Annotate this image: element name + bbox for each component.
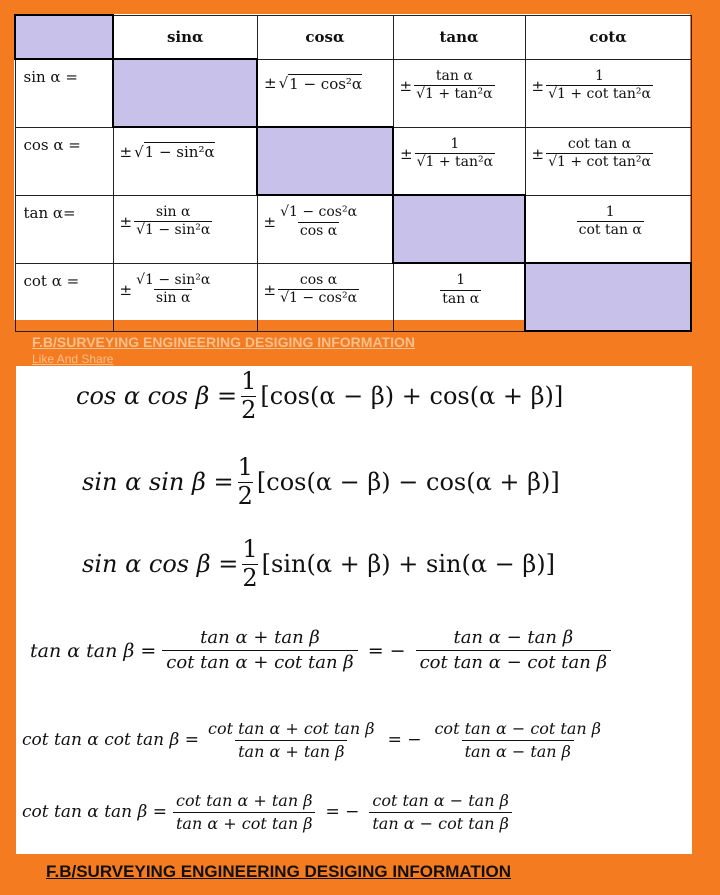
formula-lhs: sin α sin β = xyxy=(82,468,234,497)
formula-lhs: sin α cos β = xyxy=(82,550,239,579)
cell-expression xyxy=(264,74,391,93)
radical-icon: √ xyxy=(134,142,144,161)
fraction-numerator: cot tan α − tan β xyxy=(372,791,509,810)
trig-conversion-table-container xyxy=(14,14,690,320)
cell-expression xyxy=(264,272,391,308)
watermark-like-share: Like And Share xyxy=(32,352,114,366)
formula-tan-tan xyxy=(30,626,617,676)
fraction xyxy=(134,204,212,240)
watermark-title: F.B/SURVEYING ENGINEERING DESIGING INFORMATION xyxy=(32,334,415,350)
formula-sin-cos xyxy=(82,536,555,592)
fraction-denominator: tan α + cot tan β xyxy=(173,812,315,835)
fraction-denominator: cot tan α + cot tan β xyxy=(162,650,357,675)
table-cell xyxy=(393,59,525,127)
table-row-tan xyxy=(15,195,691,263)
fraction-numerator: 1 xyxy=(605,203,615,220)
fraction xyxy=(414,68,495,104)
fraction-numerator: cot tan α + cot tan β xyxy=(207,719,375,738)
row-label: tan α= xyxy=(23,203,76,222)
fraction-numerator: cot tan α − cot tan β xyxy=(434,719,602,738)
fraction-right xyxy=(416,626,611,676)
fraction-numerator: cot tan α xyxy=(567,135,632,152)
formula-lhs: cot tan α tan β = xyxy=(22,802,167,823)
row-label-cell xyxy=(15,263,113,331)
fraction-denominator: cot tan α xyxy=(578,222,642,238)
fraction-numerator: cos α xyxy=(299,271,338,288)
fraction-denominator: √1 + cot tan²α xyxy=(548,86,651,102)
half-fraction xyxy=(242,536,257,592)
fraction-denominator: 2 xyxy=(242,563,258,592)
product-to-sum-formulas xyxy=(16,366,692,854)
fraction-numerator: 1 xyxy=(237,453,253,481)
diagonal-empty-cell xyxy=(257,127,393,195)
row-label: sin α = xyxy=(23,68,78,86)
fraction-numerator: 1 xyxy=(241,367,257,395)
fraction-right xyxy=(369,790,511,834)
fraction-denominator: tan α − cot tan β xyxy=(369,812,511,835)
fraction-denominator: tan α − tan β xyxy=(462,740,574,763)
fraction-denominator: √1 + cot tan²α xyxy=(548,154,651,170)
fraction-denominator: 2 xyxy=(237,481,253,510)
row-label-cell xyxy=(15,59,113,127)
fraction-denominator: √1 + tan²α xyxy=(416,154,494,170)
formula-cot-cot xyxy=(22,718,610,762)
fraction-numerator: 1 xyxy=(450,135,460,152)
fraction-denominator: tan α + tan β xyxy=(235,740,347,763)
cell-expression xyxy=(400,272,523,308)
plus-minus-sign: ± xyxy=(119,280,133,299)
table-cell xyxy=(393,127,525,195)
cell-expression xyxy=(400,68,523,104)
plus-minus-sign: ± xyxy=(399,76,413,95)
table-header-row xyxy=(15,15,691,59)
fraction-numerator: tan α xyxy=(435,67,473,84)
fraction xyxy=(415,136,496,172)
cell-expression xyxy=(120,272,255,308)
corner-cell xyxy=(15,15,113,59)
fraction xyxy=(546,68,653,104)
table-cell xyxy=(525,195,691,263)
row-label: cos α = xyxy=(23,135,81,154)
equals-minus: = − xyxy=(325,802,360,823)
fraction-numerator: cot tan α + tan β xyxy=(176,791,313,810)
fraction-numerator: tan α − tan β xyxy=(453,627,574,648)
radical-icon: √ xyxy=(278,74,289,92)
fraction xyxy=(278,272,359,308)
table-cell xyxy=(525,59,691,127)
formula-cos-cos xyxy=(76,368,563,424)
trig-conversion-table xyxy=(14,14,692,332)
formula-sin-sin xyxy=(82,454,560,510)
table-row-cos xyxy=(15,127,691,195)
fraction-denominator: sin α xyxy=(155,290,191,306)
equals-minus: = − xyxy=(367,639,406,662)
formula-lhs: tan α tan β = xyxy=(30,639,157,662)
table-cell xyxy=(525,127,691,195)
diagonal-empty-cell xyxy=(393,195,525,263)
formula-rhs: [cos(α − β) + cos(α + β)] xyxy=(260,382,564,411)
header-tan: tanα xyxy=(393,15,525,59)
fraction xyxy=(440,272,481,308)
fraction xyxy=(278,204,359,240)
table-row-sin xyxy=(15,59,691,127)
cell-expression xyxy=(532,204,689,240)
plus-minus-sign: ± xyxy=(264,74,277,92)
fraction-denominator: cos α xyxy=(299,222,338,239)
plus-minus-sign: ± xyxy=(400,144,413,163)
table-cell xyxy=(257,195,393,263)
fraction-numerator: √1 − sin²α xyxy=(136,271,211,288)
formula-lhs: cos α cos β = xyxy=(76,382,238,411)
plus-minus-sign: ± xyxy=(119,142,133,161)
radicand: 1 − sin²α xyxy=(144,143,215,161)
row-label-cell xyxy=(15,127,113,195)
radicand: 1 − cos²α xyxy=(289,74,363,93)
fraction-left xyxy=(173,790,315,834)
footer-title: F.B/SURVEYING ENGINEERING DESIGING INFORMATION xyxy=(46,862,512,881)
cell-expression xyxy=(120,142,255,161)
plus-minus-sign: ± xyxy=(263,280,277,299)
fraction-denominator: √1 − cos²α xyxy=(280,290,358,306)
fraction-left xyxy=(162,626,357,676)
fraction xyxy=(577,204,644,240)
diagonal-empty-cell xyxy=(525,263,691,331)
table-cell xyxy=(113,195,257,263)
row-label: cot α = xyxy=(23,271,80,290)
formula-lhs: cot tan α cot tan β = xyxy=(22,730,199,751)
fraction xyxy=(546,136,653,172)
diagonal-empty-cell xyxy=(113,59,257,127)
cell-expression xyxy=(400,136,523,172)
header-cot: cotα xyxy=(525,15,691,59)
formula-rhs: [cos(α − β) − cos(α + β)] xyxy=(256,468,560,497)
cell-expression xyxy=(264,204,391,240)
table-cell xyxy=(393,263,525,331)
fraction-numerator: sin α xyxy=(155,203,191,220)
fraction-denominator: 2 xyxy=(241,395,257,424)
fraction-denominator: tan α xyxy=(442,290,480,307)
equals-minus: = − xyxy=(387,730,422,751)
plus-minus-sign: ± xyxy=(119,212,133,231)
plus-minus-sign: ± xyxy=(531,144,545,163)
fraction-denominator: cot tan α − cot tan β xyxy=(416,650,611,675)
cell-expression xyxy=(120,204,255,240)
fraction xyxy=(134,272,212,308)
table-cell xyxy=(257,59,393,127)
cell-expression xyxy=(532,136,689,172)
header-cos: cosα xyxy=(257,15,393,59)
half-fraction xyxy=(241,368,256,424)
table-cell xyxy=(113,127,257,195)
table-cell xyxy=(257,263,393,331)
fraction-numerator: 1 xyxy=(456,272,466,288)
table-row-cot xyxy=(15,263,691,331)
fraction-left xyxy=(205,718,378,762)
fraction-numerator: 1 xyxy=(242,535,258,563)
row-label-cell xyxy=(15,195,113,263)
fraction-numerator: tan α + tan β xyxy=(200,627,320,648)
fraction-numerator: 1 xyxy=(595,67,604,84)
fraction-right xyxy=(431,718,604,762)
formula-rhs: [sin(α + β) + sin(α − β)] xyxy=(261,550,555,579)
header-sin: sinα xyxy=(113,15,257,59)
fraction-numerator: √1 − cos²α xyxy=(280,204,358,220)
half-fraction xyxy=(238,454,253,510)
plus-minus-sign: ± xyxy=(531,76,545,95)
table-cell xyxy=(113,263,257,331)
fraction-denominator: √1 − sin²α xyxy=(136,222,211,238)
fraction-denominator: √1 + tan²α xyxy=(416,86,493,102)
cell-expression xyxy=(532,68,689,104)
plus-minus-sign: ± xyxy=(263,213,277,231)
formula-cot-tan xyxy=(22,790,518,834)
